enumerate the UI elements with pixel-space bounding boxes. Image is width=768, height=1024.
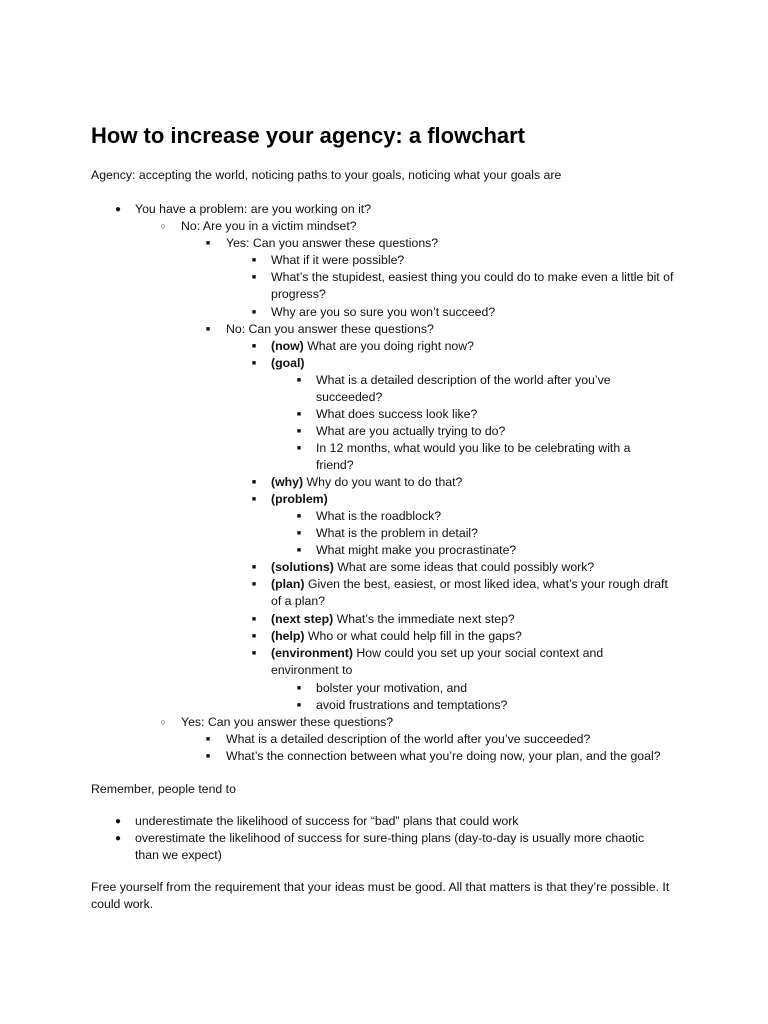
- tag-solutions: (solutions): [271, 560, 334, 574]
- list-item-overestimate: overestimate the likelihood of success for sure-thing plans (day-to-day is usually more chaotic than we expect): [135, 831, 645, 862]
- list-item: avoid frustrations and temptations?: [316, 698, 508, 712]
- text-solutions: What are some ideas that could possibly work?: [333, 560, 595, 574]
- list-item: What is a detailed description of the world after you’ve succeeded?: [316, 373, 611, 404]
- bullet-disc-icon: ●: [114, 204, 122, 215]
- intro-paragraph: Agency: accepting the world, noticing paths to your goals, noticing what your goals are: [91, 168, 562, 182]
- bullet-square-icon: ■: [296, 428, 302, 435]
- tag-why: (why): [271, 475, 304, 489]
- list-item-yes-working: Yes: Can you answer these questions?: [181, 715, 394, 729]
- bullet-square-icon: ■: [251, 257, 257, 264]
- list-item: bolster your motivation, and: [316, 681, 468, 695]
- list-item: What are you actually trying to do?: [316, 424, 506, 438]
- tag-next-step: (next step): [271, 612, 334, 626]
- bullet-square-icon: ■: [251, 616, 257, 623]
- bullet-square-icon: ■: [205, 753, 211, 760]
- text-now: What are you doing right now?: [303, 339, 474, 353]
- bullet-square-icon: ■: [251, 581, 257, 588]
- bullet-square-icon: ■: [296, 445, 302, 452]
- text-next-step: What’s the immediate next step?: [333, 612, 515, 626]
- bullet-square-icon: ■: [251, 360, 257, 367]
- list-item-help: [271, 628, 522, 645]
- list-item-no-questions: No: Can you answer these questions?: [226, 322, 434, 336]
- bullet-square-icon: ■: [296, 513, 302, 520]
- list-item-now: [271, 338, 474, 355]
- bullet-square-icon: ■: [251, 650, 257, 657]
- list-item: What’s the stupidest, easiest thing you could do to make even a little bit of progress?: [271, 270, 674, 301]
- tag-goal: (goal): [271, 356, 305, 370]
- list-item: What is a detailed description of the world after you’ve succeeded?: [226, 732, 591, 746]
- bullet-square-icon: ■: [251, 496, 257, 503]
- list-item-environment: [271, 645, 631, 679]
- bullet-square-icon: ■: [251, 343, 257, 350]
- bullet-square-icon: ■: [251, 479, 257, 486]
- list-item: Why are you so sure you won’t succeed?: [271, 305, 496, 319]
- list-item: What is the problem in detail?: [316, 526, 478, 540]
- text-help: Who or what could help fill in the gaps?: [304, 629, 522, 643]
- bullet-square-icon: ■: [205, 326, 211, 333]
- list-item-next-step: [271, 611, 515, 628]
- list-item: What if it were possible?: [271, 253, 405, 267]
- bullet-square-icon: ■: [296, 685, 302, 692]
- list-item-solutions: [271, 559, 594, 576]
- bullet-circle-icon: ○: [160, 717, 166, 727]
- bullet-square-icon: ■: [251, 564, 257, 571]
- bullet-square-icon: ■: [251, 309, 257, 316]
- list-item: What is the roadblock?: [316, 509, 442, 523]
- remember-paragraph: Remember, people tend to: [91, 782, 236, 796]
- bullet-square-icon: ■: [296, 530, 302, 537]
- bullet-square-icon: ■: [296, 411, 302, 418]
- bullet-square-icon: ■: [296, 377, 302, 384]
- text-environment: How could you set up your social context and environment to: [271, 646, 604, 677]
- bullet-square-icon: ■: [205, 736, 211, 743]
- list-item: In 12 months, what would you like to be celebrating with a friend?: [316, 441, 631, 472]
- list-item-goal: [271, 355, 304, 372]
- tag-problem: (problem): [271, 492, 328, 506]
- list-item: What might make you procrastinate?: [316, 543, 517, 557]
- bullet-disc-icon: ●: [114, 833, 122, 844]
- list-item-why: [271, 474, 462, 491]
- bullet-square-icon: ■: [296, 702, 302, 709]
- bullet-square-icon: ■: [251, 274, 257, 281]
- bullet-circle-icon: ○: [160, 221, 166, 231]
- bullet-square-icon: ■: [251, 633, 257, 640]
- text-why: Why do you want to do that?: [303, 475, 463, 489]
- tag-now: (now): [271, 339, 304, 353]
- bullet-disc-icon: ●: [114, 816, 122, 827]
- list-item-plan: [271, 576, 681, 610]
- tag-plan: (plan): [271, 577, 305, 591]
- list-item: What’s the connection between what you’re doing now, your plan, and the goal?: [226, 749, 661, 763]
- list-item-problem: You have a problem: are you working on it?: [135, 202, 372, 216]
- bullet-square-icon: ■: [296, 547, 302, 554]
- closing-paragraph: Free yourself from the requirement that your ideas must be good. All that matters is that they’re possible. It could work.: [91, 880, 670, 911]
- list-item-victim-mindset: No: Are you in a victim mindset?: [181, 219, 357, 233]
- tag-environment: (environment): [271, 646, 353, 660]
- document-title: How to increase your agency: a flowchart: [91, 123, 526, 148]
- list-item: What does success look like?: [316, 407, 478, 421]
- list-item-underestimate: underestimate the likelihood of success for “bad” plans that could work: [135, 814, 519, 828]
- tag-help: (help): [271, 629, 305, 643]
- text-plan: Given the best, easiest, or most liked idea, what’s your rough draft of a plan?: [271, 577, 668, 608]
- list-item-yes-questions: Yes: Can you answer these questions?: [226, 236, 439, 250]
- bullet-square-icon: ■: [205, 240, 211, 247]
- list-item-problem-tag: [271, 491, 328, 508]
